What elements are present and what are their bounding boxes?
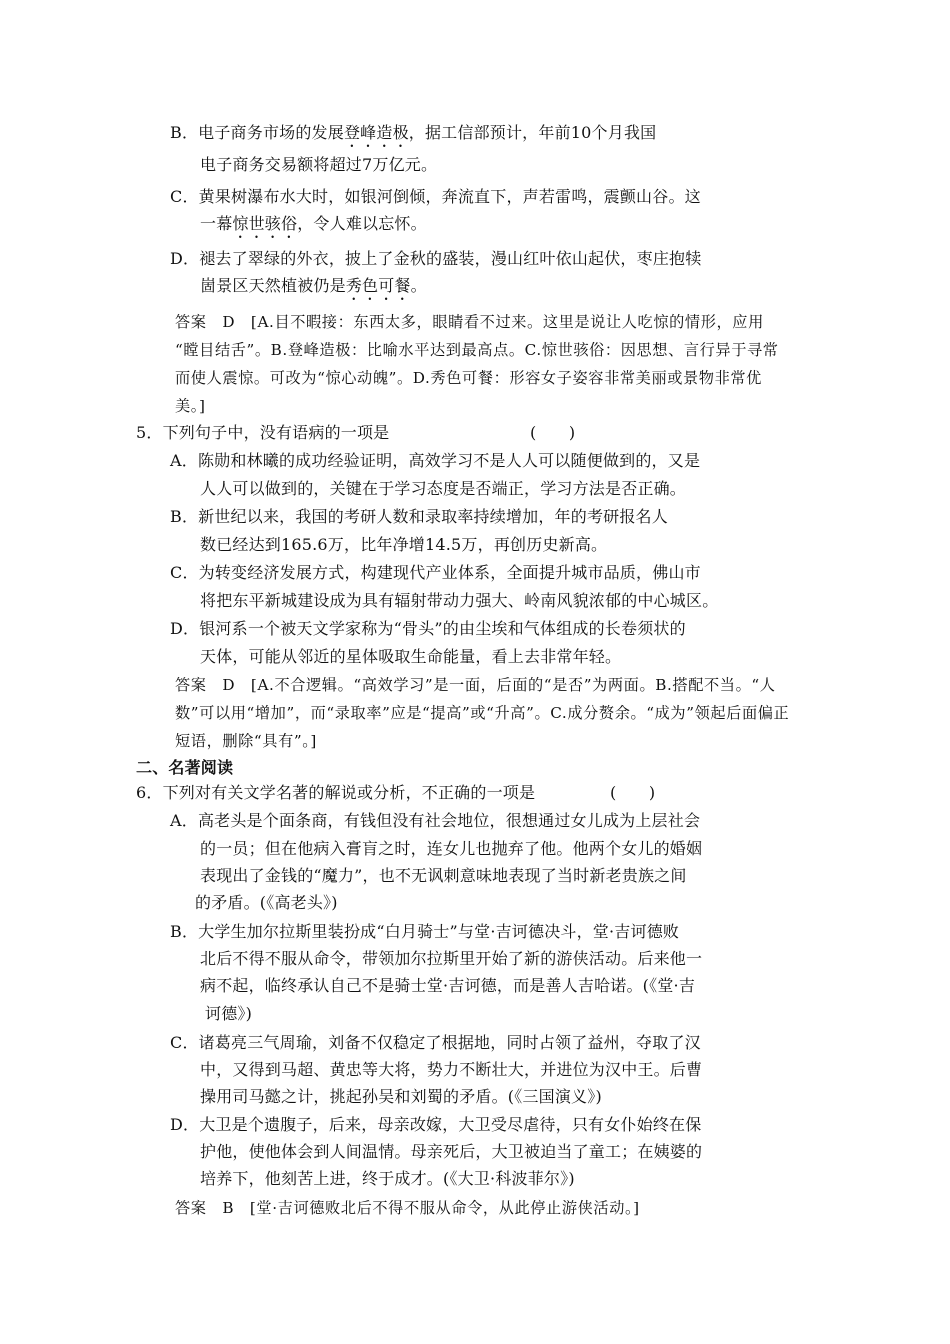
text-span: B．电子商务市场的发展 [170, 123, 344, 142]
option-6b-line4: 诃德》) [205, 1004, 253, 1023]
option-5b-line2: 数已经达到165.6万，比年净增14.5万，再创历史新高。 [200, 535, 608, 554]
option-5c-line1: C．为转变经济发展方式，构建现代产业体系，全面提升城市品质，佛山市 [170, 563, 701, 582]
answer-6-line1: 答案 B [堂·吉诃德败北后不得不服从命令，从此停止游侠活动。] [175, 1199, 640, 1217]
option-6b-line1: B．大学生加尔拉斯里装扮成“白月骑士”与堂·吉诃德决斗，堂·吉诃德败 [170, 922, 680, 941]
answer-5-line2: 数”可以用“增加”，而“录取率”应是“提高”或“升高”。C.成分赘余。“成为”领起后面偏正 [175, 704, 790, 722]
option-6d-line3: 培养下，他刻苦上进，终于成才。(《大卫·科波菲尔》) [200, 1169, 575, 1188]
option-6a-line1: A．高老头是个面条商，有钱但没有社会地位，很想通过女儿成为上层社会 [170, 811, 701, 830]
option-5a-line1: A．陈勋和林曦的成功经验证明，高效学习不是人人可以随便做到的，又是 [170, 451, 701, 470]
section-heading: 二、名著阅读 [136, 758, 234, 777]
option-6d-line2: 护他，使他体会到人间温情。母亲死后，大卫被迫当了童工；在姨婆的 [200, 1142, 703, 1161]
option-4b-line1 [170, 122, 656, 151]
option-5d-line2: 天体，可能从邻近的星体吸取生命能量，看上去非常年轻。 [200, 647, 622, 666]
answer-4-line3: 而使人震惊。可改为“惊心动魄”。D.秀色可餐：形容女子姿容非常美丽或景物非常优 [175, 369, 762, 387]
question-5-stem: 5．下列句子中，没有语病的一项是 [136, 423, 390, 442]
text-span: ，令人难以忘怀。 [297, 214, 427, 233]
emphasized-idiom: 秀色可餐 [345, 276, 411, 295]
emphasized-idiom: 登峰造极 [343, 123, 409, 142]
option-4c-line2 [200, 213, 427, 242]
answer-5-line1: 答案 D [A.不合逻辑。“高效学习”是一面，后面的“是否”为两面。B.搭配不当。“人 [175, 676, 776, 694]
option-5b-line1: B．新世纪以来，我国的考研人数和录取率持续增加，年的考研报名人 [170, 507, 668, 526]
option-6d-line1: D．大卫是个遗腹子，后来，母亲改嫁，大卫受尽虐待，只有女仆始终在保 [170, 1115, 702, 1134]
option-4d-line2 [200, 275, 427, 304]
option-6a-line2: 的一员；但在他病入膏肓之时，连女儿也抛弃了他。他两个女儿的婚姻 [200, 839, 703, 858]
option-4b-line2: 电子商务交易额将超过7万亿元。 [200, 155, 438, 174]
option-6a-line4: 的矛盾。(《高老头》) [195, 893, 338, 912]
option-6b-line3: 病不起，临终承认自己不是骑士堂·吉诃德，而是善人吉哈诺。(《堂·吉 [200, 976, 696, 995]
question-5-bracket: ( ) [530, 423, 576, 442]
option-6b-line2: 北后不得不服从命令，带领加尔拉斯里开始了新的游侠活动。后来他一 [200, 949, 703, 968]
emphasized-idiom: 惊世骇俗 [232, 214, 298, 233]
option-5d-line1: D．银河系一个被天文学家称为“骨头”的由尘埃和气体组成的长卷须状的 [170, 619, 686, 638]
option-5c-line2: 将把东平新城建设成为具有辐射带动力强大、岭南风貌浓郁的中心城区。 [200, 591, 719, 610]
question-6-stem: 6．下列对有关文学名著的解说或分析，不正确的一项是 [136, 783, 536, 802]
option-6c-line3: 操用司马懿之计，挑起孙吴和刘蜀的矛盾。(《三国演义》) [200, 1087, 602, 1106]
text-span: 。 [410, 276, 427, 295]
question-6-bracket: ( ) [610, 783, 656, 802]
option-5a-line2: 人人可以做到的，关键在于学习态度是否端正，学习方法是否正确。 [200, 479, 687, 498]
text-span: 一幕 [200, 214, 233, 233]
answer-4-line2: “瞠目结舌”。B.登峰造极：比喻水平达到最高点。C.惊世骇俗：因思想、言行异于寻常 [175, 341, 779, 359]
option-6c-line1: C．诸葛亮三气周瑜，刘备不仅稳定了根据地，同时占领了益州，夺取了汉 [170, 1033, 701, 1052]
text-span: 崮景区天然植被仍是 [200, 276, 346, 295]
text-span: ，据工信部预计，年前10个月我国 [408, 123, 657, 142]
option-4c-line1: C．黄果树瀑布水大时，如银河倒倾，奔流直下，声若雷鸣，震颤山谷。这 [170, 187, 701, 206]
option-6a-line3: 表现出了金钱的“魔力”，也不无讽刺意味地表现了当时新老贵族之间 [200, 866, 687, 885]
option-6c-line2: 中，又得到马超、黄忠等大将，势力不断壮大，并进位为汉中王。后曹 [200, 1060, 703, 1079]
option-4d-line1: D．褪去了翠绿的外衣，披上了金秋的盛装，漫山红叶依山起伏，枣庄抱犊 [170, 249, 702, 268]
answer-5-line3: 短语，删除“具有”。] [175, 732, 317, 750]
answer-4-line1: 答案 D [A.目不暇接：东西太多，眼睛看不过来。这里是说让人吃惊的情形，应用 [175, 313, 764, 331]
answer-4-line4: 美。] [175, 397, 206, 415]
